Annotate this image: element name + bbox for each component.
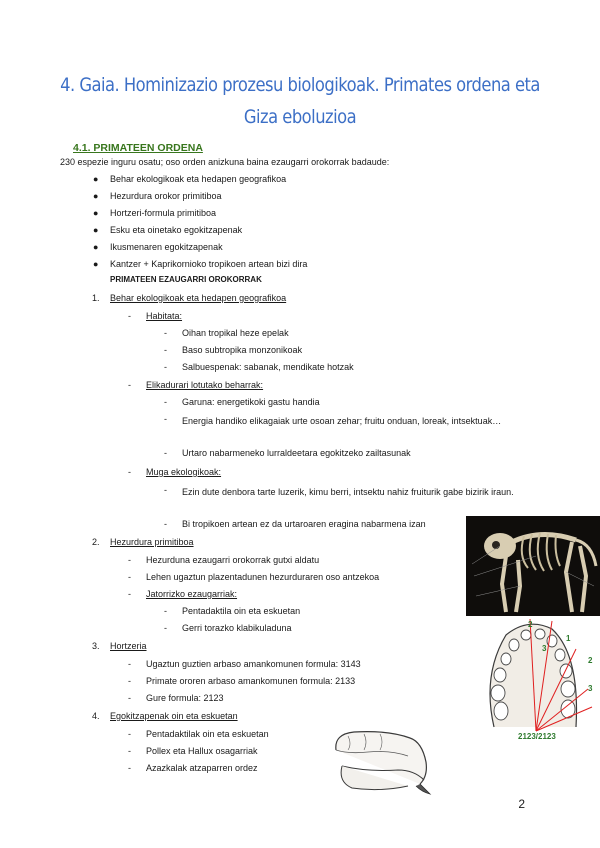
- dash-icon: -: [128, 729, 131, 739]
- sublist-label: Jatorrizko ezaugarriak:: [146, 589, 238, 599]
- bullet-dot-icon: ●: [93, 208, 99, 218]
- dash-icon: -: [128, 659, 131, 669]
- sublist-item: Gure formula: 2123: [146, 693, 224, 703]
- dental-label: 2: [528, 620, 533, 629]
- dental-label: 1: [566, 634, 571, 643]
- sublist-item: Ezin dute denbora tarte luzerik, kimu berri, intsektu nahiz fruiturik gabe bizirik iraun.: [182, 487, 514, 497]
- sublist-item: Urtaro nabarmeneko lurraldeetara egokitzeko zailtasunak: [182, 448, 411, 458]
- dash-icon: -: [128, 572, 131, 582]
- dash-icon: -: [128, 763, 131, 773]
- list-number: 2.: [92, 537, 100, 547]
- sublist-item: Hezurduna ezaugarri orokorrak gutxi aldatu: [146, 555, 320, 565]
- dash-icon: -: [164, 328, 167, 338]
- dental-label: 3: [588, 684, 593, 693]
- primate-skeleton-image: [466, 516, 600, 616]
- sublist-item: Salbuespenak: sabanak, mendikate hotzak: [182, 362, 354, 372]
- sublist-item: Garuna: energetikoki gastu handia: [182, 397, 320, 407]
- bullet-item: Esku eta oinetako egokitzapenak: [110, 225, 243, 235]
- bullet-dot-icon: ●: [93, 259, 99, 269]
- bullet-item: Ikusmenaren egokitzapenak: [110, 242, 223, 252]
- dash-icon: -: [164, 485, 167, 495]
- bullet-item: Hortzeri-formula primitiboa: [110, 208, 217, 218]
- list-item-title: Hezurdura primitiboa: [110, 537, 194, 547]
- subheading: PRIMATEEN EZAUGARRI OROKORRAK: [110, 275, 262, 284]
- dental-label: 2: [588, 656, 593, 665]
- dash-icon: -: [164, 397, 167, 407]
- sublist-item: Azazkalak atzaparren ordez: [146, 763, 258, 773]
- sublist-item: Baso subtropika monzonikoak: [182, 345, 303, 355]
- section-intro: 230 espezie inguru osatu; oso orden anizkuna baina ezaugarri orokorrak badaude:: [60, 157, 390, 167]
- dash-icon: -: [128, 693, 131, 703]
- sublist-item: Pentadaktila oin eta eskuetan: [182, 606, 301, 616]
- dash-icon: -: [164, 606, 167, 616]
- sublist-item: Ugaztun guztien arbaso amankomunen formula: 3143: [146, 659, 361, 669]
- list-item-title: Hortzeria: [110, 641, 147, 651]
- dash-icon: -: [164, 414, 167, 424]
- sublist-item: Oihan tropikal heze epelak: [182, 328, 289, 338]
- page-number: 2: [518, 797, 525, 811]
- dash-icon: -: [128, 380, 131, 390]
- list-number: 3.: [92, 641, 100, 651]
- dental-label: 3: [542, 644, 547, 653]
- sublist-label: Habitata:: [146, 311, 183, 321]
- dash-icon: -: [128, 555, 131, 565]
- dental-formula-caption: 2123/2123: [518, 732, 556, 741]
- dash-icon: -: [164, 519, 167, 529]
- list-item-title: Egokitzapenak oin eta eskuetan: [110, 711, 238, 721]
- dash-icon: -: [128, 676, 131, 686]
- page-title-line-1: 4. Gaia. Hominizazio prozesu biologikoak. Primates ordena eta: [60, 74, 540, 96]
- bullet-dot-icon: ●: [93, 191, 99, 201]
- dash-icon: -: [128, 311, 131, 321]
- sublist-item: Gerri torazko klabikuladuna: [182, 623, 292, 633]
- bullet-dot-icon: ●: [93, 174, 99, 184]
- sublist-item: Primate ororen arbaso amankomunen formula: 2133: [146, 676, 356, 686]
- sublist-label: Elikadurari lotutako beharrak:: [146, 380, 264, 390]
- sublist-item: Lehen ugaztun plazentadunen hezurduraren oso antzekoa: [146, 572, 380, 582]
- list-item-title: Behar ekologikoak eta hedapen geografikoa: [110, 293, 287, 303]
- bullet-item: Behar ekologikoak eta hedapen geografikoa: [110, 174, 287, 184]
- list-number: 4.: [92, 711, 100, 721]
- bullet-item: Hezurdura orokor primitiboa: [110, 191, 222, 201]
- bullet-item: Kantzer + Kaprikornioko tropikoen artean bizi dira: [110, 259, 308, 269]
- sublist-item: Pollex eta Hallux osagarriak: [146, 746, 258, 756]
- sublist-item: Energia handiko elikagaiak urte osoan zehar; fruitu onduan, loreak, intsektuak…: [182, 416, 502, 426]
- dash-icon: -: [164, 623, 167, 633]
- dash-icon: -: [164, 448, 167, 458]
- dash-icon: -: [128, 746, 131, 756]
- bullet-dot-icon: ●: [93, 242, 99, 252]
- section-heading: 4.1. PRIMATEEN ORDENA: [73, 142, 203, 154]
- bullet-dot-icon: ●: [93, 225, 99, 235]
- sublist-item: Bi tropikoen artean ez da urtaroaren eragina nabarmena izan: [182, 519, 426, 529]
- sublist-label: Muga ekologikoak:: [146, 467, 222, 477]
- dash-icon: -: [128, 589, 131, 599]
- sublist-item: Pentadaktilak oin eta eskuetan: [146, 729, 269, 739]
- page-title-line-2: Giza eboluzioa: [243, 106, 357, 128]
- dash-icon: -: [128, 467, 131, 477]
- dental-arch-diagram: [476, 615, 600, 743]
- list-number: 1.: [92, 293, 100, 303]
- dash-icon: -: [164, 345, 167, 355]
- primate-hand-sketch: [328, 722, 436, 796]
- dash-icon: -: [164, 362, 167, 372]
